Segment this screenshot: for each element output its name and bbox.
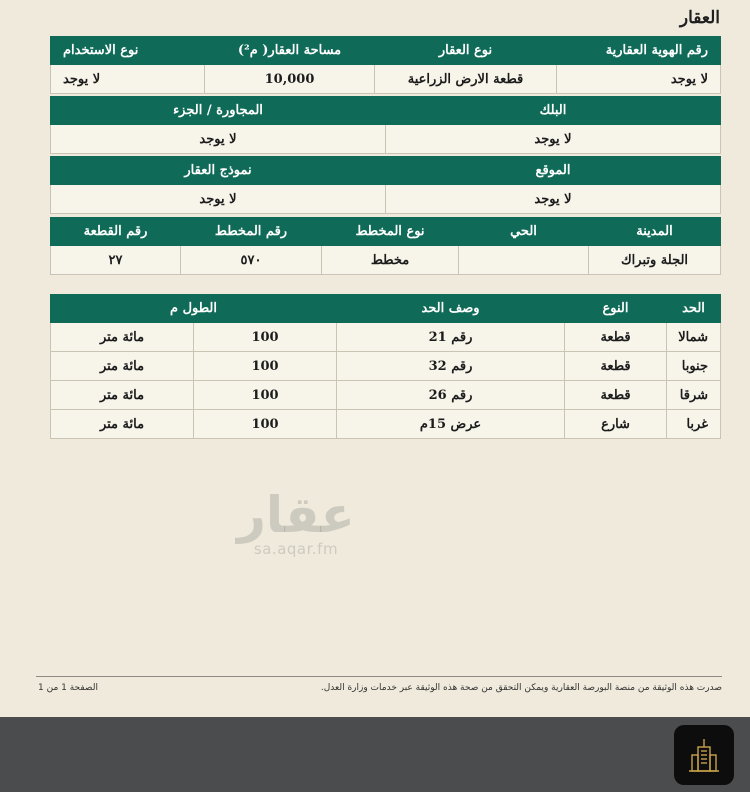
watermark-logo: عقار <box>237 486 355 544</box>
value-property-area: 10,000 <box>205 65 375 94</box>
boundary-type: قطعة <box>565 352 667 381</box>
footer-divider <box>36 676 722 677</box>
header-plan-type: نوع المخطط <box>322 218 459 246</box>
header-boundary-type: النوع <box>565 295 667 323</box>
table-row <box>51 381 721 410</box>
building-logo-icon[interactable] <box>674 725 734 785</box>
value-property-type: قطعة الارض الزراعية <box>375 65 557 94</box>
watermark-site: sa.aqar.fm <box>253 540 339 558</box>
header-property-id: رقم الهوية العقارية <box>557 37 721 65</box>
header-block: البلك <box>386 97 721 125</box>
boundary-length-words: مائة متر <box>51 323 194 352</box>
boundary-side: غربا <box>667 410 721 439</box>
header-district: الحي <box>459 218 589 246</box>
header-location: الموقع <box>386 157 721 185</box>
value-property-id: لا يوجد <box>557 65 721 94</box>
boundary-desc: رقم 21 <box>337 323 565 352</box>
table-row <box>51 352 721 381</box>
boundary-side: شمالا <box>667 323 721 352</box>
boundary-type: قطعة <box>565 381 667 410</box>
header-plot-number: رقم القطعة <box>51 218 181 246</box>
value-block: لا يوجد <box>386 125 721 154</box>
boundary-length: 100 <box>194 352 337 381</box>
boundary-desc: رقم 26 <box>337 381 565 410</box>
header-length: الطول م <box>51 295 337 323</box>
value-usage-type: لا يوجد <box>51 65 205 94</box>
header-city: المدينة <box>589 218 721 246</box>
boundary-length: 100 <box>194 381 337 410</box>
boundary-length-words: مائة متر <box>51 352 194 381</box>
header-plan-number: رقم المخطط <box>181 218 322 246</box>
header-neighborhood-part: المجاورة / الجزء <box>51 97 386 125</box>
boundaries-table <box>50 294 721 439</box>
property-info-table <box>50 36 721 94</box>
boundary-length-words: مائة متر <box>51 381 194 410</box>
header-usage-type: نوع الاستخدام <box>51 37 205 65</box>
plan-table <box>50 217 721 275</box>
value-property-model: لا يوجد <box>51 185 386 214</box>
building-logo-icon-shape <box>684 735 724 775</box>
footer-note: صدرت هذه الوثيقة من منصة البورصة العقارية ويمكن التحقق من صحة هذه الوثيقة عبر خدمات وزارة العدل. <box>320 683 722 693</box>
page-number: الصفحة 1 من 1 <box>38 683 98 693</box>
boundary-desc: رقم 32 <box>337 352 565 381</box>
watermark <box>236 486 356 558</box>
value-neighborhood-part: لا يوجد <box>51 125 386 154</box>
value-plot-number: ٢٧ <box>51 246 181 275</box>
header-property-area: مساحة العقار( م²) <box>205 37 375 65</box>
value-location: لا يوجد <box>386 185 721 214</box>
boundary-length: 100 <box>194 410 337 439</box>
table-row <box>51 323 721 352</box>
boundary-length-words: مائة متر <box>51 410 194 439</box>
boundary-type: شارع <box>565 410 667 439</box>
block-table <box>50 96 721 154</box>
boundary-length: 100 <box>194 323 337 352</box>
bottom-bar <box>0 717 750 792</box>
header-property-model: نموذج العقار <box>51 157 386 185</box>
value-city: الجلة وتبراك <box>589 246 721 275</box>
header-boundary-desc: وصف الحد <box>337 295 565 323</box>
boundary-type: قطعة <box>565 323 667 352</box>
value-plan-number: ٥٧٠ <box>181 246 322 275</box>
header-boundary: الحد <box>667 295 721 323</box>
section-title: العقار <box>679 8 720 28</box>
boundary-side: جنوبا <box>667 352 721 381</box>
location-table <box>50 156 721 214</box>
header-property-type: نوع العقار <box>375 37 557 65</box>
boundary-desc: عرض 15م <box>337 410 565 439</box>
value-plan-type: مخطط <box>322 246 459 275</box>
value-district <box>459 246 589 275</box>
table-row <box>51 410 721 439</box>
boundary-side: شرقا <box>667 381 721 410</box>
